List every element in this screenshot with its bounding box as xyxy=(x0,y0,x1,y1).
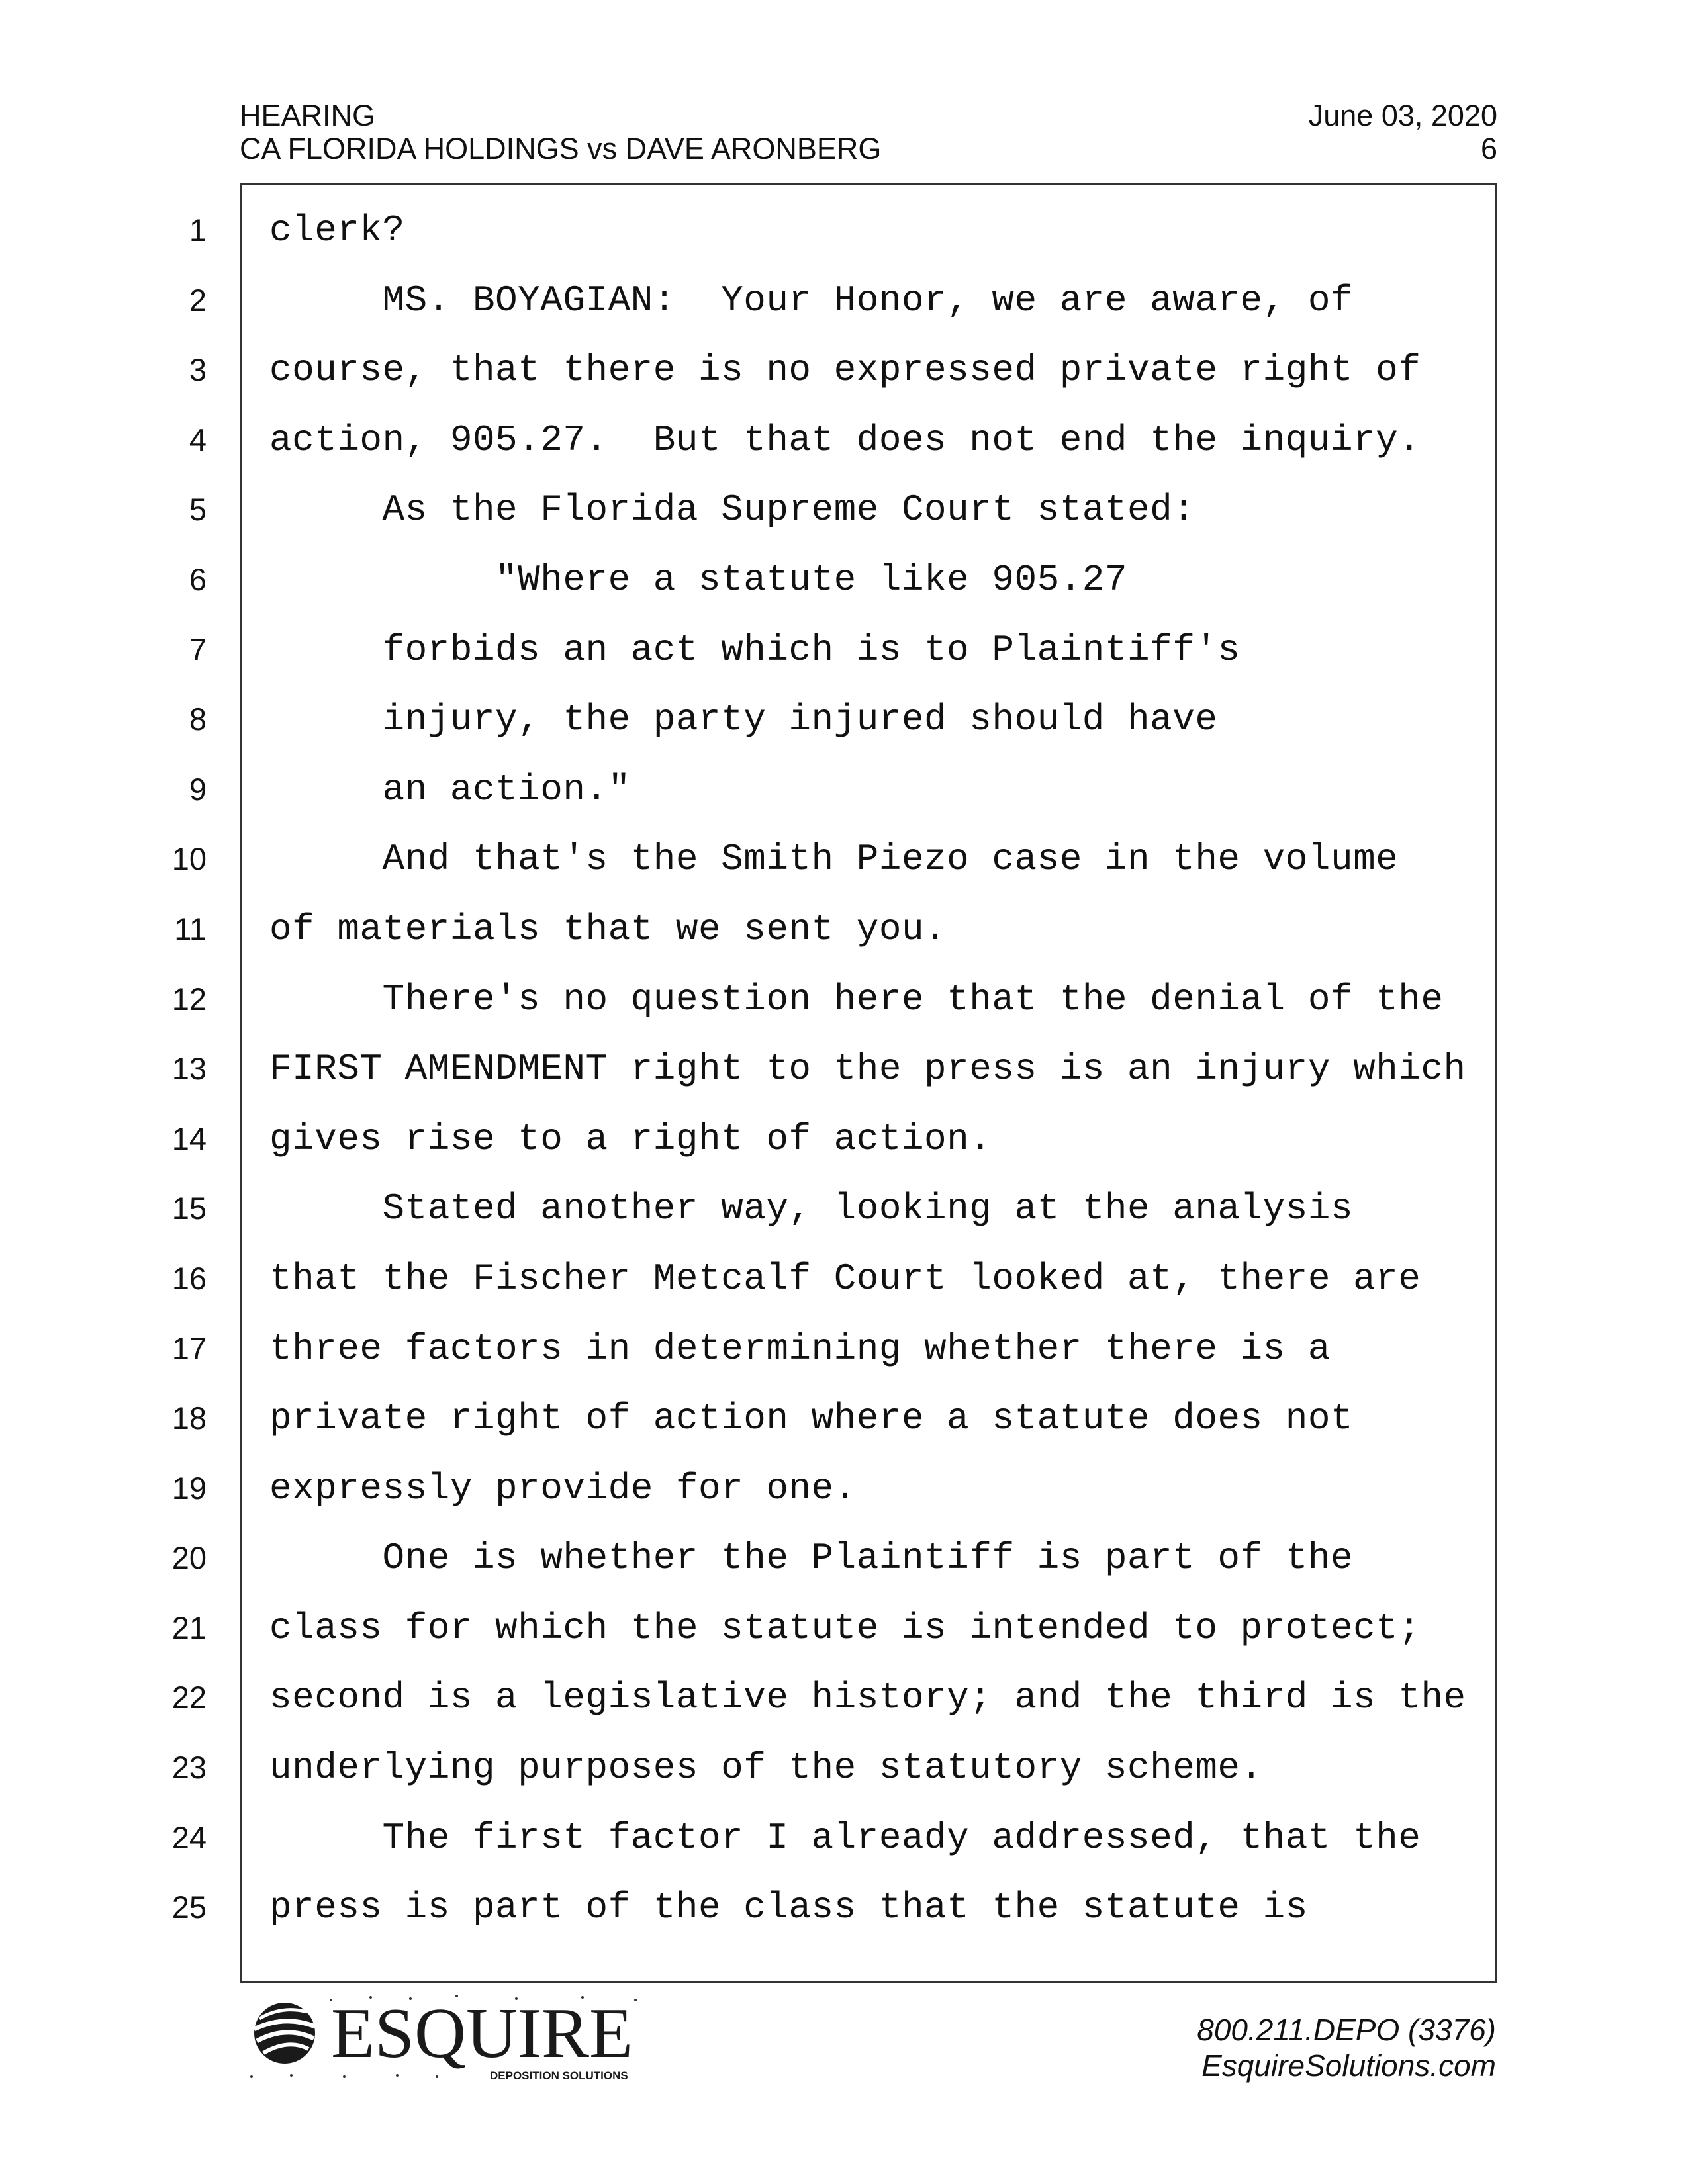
line-number: 21 xyxy=(171,1610,207,1645)
hearing-date: June 03, 2020 xyxy=(1308,99,1497,132)
line-number: 13 xyxy=(171,1051,207,1087)
line-number: 1 xyxy=(189,212,207,248)
line-number: 2 xyxy=(189,282,207,318)
line-number: 14 xyxy=(171,1120,207,1156)
transcript-line: course, that there is no expressed private right of xyxy=(269,349,1421,392)
transcript-line: an action." xyxy=(269,768,631,811)
header-row-top xyxy=(240,99,1497,132)
transcript-line: of materials that we sent you. xyxy=(269,907,947,950)
transcript-line: "Where a statute like 905.27 xyxy=(269,558,1128,601)
case-name: CA FLORIDA HOLDINGS vs DAVE ARONBERG xyxy=(240,132,882,165)
line-number: 9 xyxy=(189,771,207,807)
line-number: 8 xyxy=(189,702,207,737)
website: EsquireSolutions.com xyxy=(1201,2048,1496,2083)
line-number: 4 xyxy=(189,422,207,457)
page-number: 6 xyxy=(1480,132,1497,165)
line-number: 17 xyxy=(171,1330,207,1366)
transcript-line: There's no question here that the denial of the xyxy=(269,978,1444,1021)
transcript-line: And that's the Smith Piezo case in the volume xyxy=(269,838,1399,881)
esquire-logo xyxy=(238,1992,675,2085)
line-number: 10 xyxy=(171,841,207,877)
line-number: 18 xyxy=(171,1400,207,1436)
transcript-line: expressly provide for one. xyxy=(269,1467,857,1510)
line-number-column xyxy=(152,206,207,1954)
transcript-line: class for which the statute is intended to protect; xyxy=(269,1606,1421,1649)
page-header xyxy=(240,99,1497,165)
globe-icon xyxy=(254,2003,315,2064)
line-number: 20 xyxy=(171,1540,207,1576)
transcript-line: FIRST AMENDMENT right to the press is an injury which xyxy=(269,1048,1466,1091)
line-number: 25 xyxy=(171,1889,207,1925)
line-number: 19 xyxy=(171,1470,207,1506)
transcript-line: private right of action where a statute does not xyxy=(269,1397,1354,1440)
transcript-line: gives rise to a right of action. xyxy=(269,1117,992,1160)
line-number: 5 xyxy=(189,492,207,527)
transcript-line: One is whether the Plaintiff is part of the xyxy=(269,1537,1354,1580)
line-number: 22 xyxy=(171,1680,207,1715)
header-row-bottom xyxy=(240,132,1497,165)
line-number: 6 xyxy=(189,561,207,597)
transcript-line: injury, the party injured should have xyxy=(269,698,1218,741)
transcript-line: underlying purposes of the statutory scheme. xyxy=(269,1747,1263,1790)
transcript-line: The first factor I already addressed, that the xyxy=(269,1816,1421,1859)
line-number: 16 xyxy=(171,1260,207,1296)
transcript-line: second is a legislative history; and the third is the xyxy=(269,1676,1466,1719)
transcript-body xyxy=(269,206,1487,1954)
transcript-line: action, 905.27. But that does not end the inquiry. xyxy=(269,418,1421,461)
transcript-line: forbids an act which is to Plaintiff's xyxy=(269,628,1241,671)
line-number: 24 xyxy=(171,1819,207,1855)
transcript-line: clerk? xyxy=(269,209,405,251)
transcript-line: press is part of the class that the statute is xyxy=(269,1886,1308,1929)
phone-number: 800.211.DEPO (3376) xyxy=(1197,2013,1496,2047)
line-number: 7 xyxy=(189,631,207,667)
line-number: 12 xyxy=(171,981,207,1017)
line-number: 23 xyxy=(171,1750,207,1786)
line-number: 3 xyxy=(189,352,207,388)
transcript-line: Stated another way, looking at the analysis xyxy=(269,1187,1354,1230)
logo-subtext: DEPOSITION SOLUTIONS xyxy=(490,2070,628,2082)
line-number: 11 xyxy=(174,911,207,946)
transcript-line: As the Florida Supreme Court stated: xyxy=(269,488,1196,531)
logo-wordmark: ESQUIRE xyxy=(331,1994,633,2073)
transcript-line: that the Fischer Metcalf Court looked at, there are xyxy=(269,1257,1421,1300)
hearing-title: HEARING xyxy=(240,99,376,132)
line-number: 15 xyxy=(171,1191,207,1226)
transcript-line: three factors in determining whether there is a xyxy=(269,1327,1331,1370)
esquire-logo-graphic xyxy=(238,1992,675,2085)
transcript-line: MS. BOYAGIAN: Your Honor, we are aware, of xyxy=(269,279,1354,322)
footer-contact xyxy=(1197,2012,1496,2083)
